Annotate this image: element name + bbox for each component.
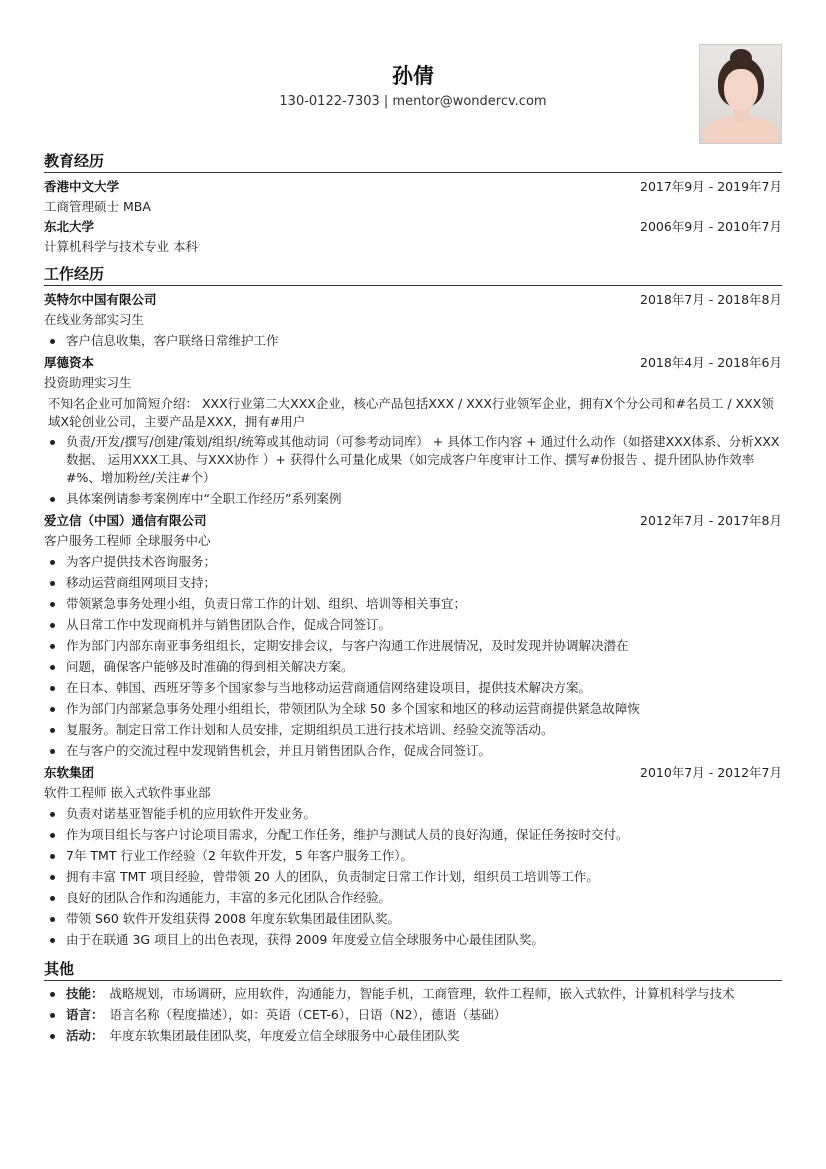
work-section xyxy=(44,263,782,949)
degree: 计算机科学与技术专业 本科 xyxy=(44,239,198,254)
education-section xyxy=(44,150,782,257)
work-entry xyxy=(44,353,782,508)
list-item xyxy=(44,1006,782,1024)
list-item: 具体案例请参考案例库中“全职工作经历”系列案例 xyxy=(44,490,782,508)
education-entry xyxy=(44,217,782,257)
list-item: 从日常工作中发现商机并与销售团队合作，促成合同签订。 xyxy=(44,616,782,634)
candidate-name: 孙倩 xyxy=(392,64,434,88)
resume-header xyxy=(44,0,782,150)
job-role: 投资助理实习生 xyxy=(44,375,132,390)
photo-face xyxy=(724,69,758,111)
list-item: 作为部门内部紧急事务处理小组组长，带领团队为全球 50 多个国家和地区的移动运营商提供紧急故障恢 xyxy=(44,700,782,718)
work-entry xyxy=(44,511,782,760)
education-title: 教育经历 xyxy=(44,150,782,173)
company-name: 厚德资本 xyxy=(44,355,95,370)
list-item: 在与客户的交流过程中发现销售机会，并且月销售团队合作，促成合同签订。 xyxy=(44,742,782,760)
list-item: 带领紧急事务处理小组，负责日常工作的计划、组织、培训等相关事宜； xyxy=(44,595,782,613)
list-item: 移动运营商组网项目支持； xyxy=(44,574,782,592)
job-role: 客户服务工程师 全球服务中心 xyxy=(44,533,211,548)
list-item: 为客户提供技术咨询服务； xyxy=(44,553,782,571)
company-name: 爱立信（中国）通信有限公司 xyxy=(44,513,207,528)
list-item: 问题，确保客户能够及时准确的得到相关解决方案。 xyxy=(44,658,782,676)
skills-text: 战略规划，市场调研，应用软件，沟通能力，智能手机，工商管理，软件工程师，嵌入式软件，计算机科学与技术 xyxy=(109,986,735,1001)
skills-label: 技能： xyxy=(66,986,104,1001)
language-label: 语言： xyxy=(66,1007,104,1022)
list-item: 复服务。制定日常工作计划和人员安排，定期组织员工进行技术培训、经验交流等活动。 xyxy=(44,721,782,739)
education-entry xyxy=(44,177,782,217)
list-item xyxy=(44,1027,782,1045)
photo-shoulders xyxy=(704,117,778,144)
other-section xyxy=(44,958,782,1045)
job-role: 软件工程师 嵌入式软件事业部 xyxy=(44,785,211,800)
education-date: 2006年9月 - 2010年7月 xyxy=(640,219,782,234)
work-date: 2010年7月 - 2012年7月 xyxy=(640,765,782,780)
work-entry xyxy=(44,290,782,350)
activity-label: 活动： xyxy=(66,1028,104,1043)
list-item: 7年 TMT 行业工作经验（2 年软件开发，5 年客户服务工作）。 xyxy=(44,847,782,865)
list-item: 由于在联通 3G 项目上的出色表现，获得 2009 年度爱立信全球服务中心最佳团队奖。 xyxy=(44,931,782,949)
list-item: 在日本、韩国、西班牙等多个国家参与当地移动运营商通信网络建设项目，提供技术解决方案。 xyxy=(44,679,782,697)
work-entry xyxy=(44,763,782,949)
work-date: 2018年4月 - 2018年6月 xyxy=(640,355,782,370)
profile-photo xyxy=(699,44,782,144)
list-item: 作为部门内部东南亚事务组组长，定期安排会议，与客户沟通工作进展情况，及时发现并协调解决潜在 xyxy=(44,637,782,655)
work-title: 工作经历 xyxy=(44,263,782,286)
resume-page xyxy=(44,0,782,1048)
other-title: 其他 xyxy=(44,958,782,981)
job-role: 在线业务部实习生 xyxy=(44,312,145,327)
list-item: 良好的团队合作和沟通能力，丰富的多元化团队合作经验。 xyxy=(44,889,782,907)
list-item: 拥有丰富 TMT 项目经验，曾带领 20 人的团队，负责制定日常工作计划，组织员工培训等工作。 xyxy=(44,868,782,886)
school-name: 香港中文大学 xyxy=(44,179,120,194)
school-name: 东北大学 xyxy=(44,219,95,234)
list-item: 负责/开发/撰写/创建/策划/组织/统筹或其他动词（可参考动词库） + 具体工作内容 + 通过什么动作（如搭建XXX体系、分析XXX数据、 运用XXX工具、与XXX协作 ）+ 获得什么可量化成果（如完成客户年度审计工作、撰写#份报告 、提升团队协作效率#%、增加粉丝/关注#个） xyxy=(44,433,782,487)
list-item: 客户信息收集，客户联络日常维护工作 xyxy=(44,332,782,350)
language-text: 语言名称（程度描述），如：英语（CET-6），日语（N2），德语（基础） xyxy=(109,1007,507,1022)
activity-text: 年度东软集团最佳团队奖，年度爱立信全球服务中心最佳团队奖 xyxy=(109,1028,460,1043)
work-date: 2018年7月 - 2018年8月 xyxy=(640,292,782,307)
company-name: 英特尔中国有限公司 xyxy=(44,292,157,307)
company-name: 东软集团 xyxy=(44,765,95,780)
list-item: 作为项目组长与客户讨论项目需求，分配工作任务，维护与测试人员的良好沟通，保证任务按时交付。 xyxy=(44,826,782,844)
work-date: 2012年7月 - 2017年8月 xyxy=(640,513,782,528)
company-intro: 不知名企业可加简短介绍： XXX行业第二大XXX企业，核心产品包括XXX / XXX行业领军企业，拥有X个分公司和#名员工 / XXX领域X轮创业公司，主要产品是XXX，拥有#用户 xyxy=(48,396,774,429)
contact-info: 130-0122-7303 | mentor@wondercv.com xyxy=(279,94,547,109)
education-date: 2017年9月 - 2019年7月 xyxy=(640,179,782,194)
list-item: 负责对诺基亚智能手机的应用软件开发业务。 xyxy=(44,805,782,823)
list-item xyxy=(44,985,782,1003)
degree: 工商管理硕士 MBA xyxy=(44,199,151,214)
list-item: 带领 S60 软件开发组获得 2008 年度东软集团最佳团队奖。 xyxy=(44,910,782,928)
